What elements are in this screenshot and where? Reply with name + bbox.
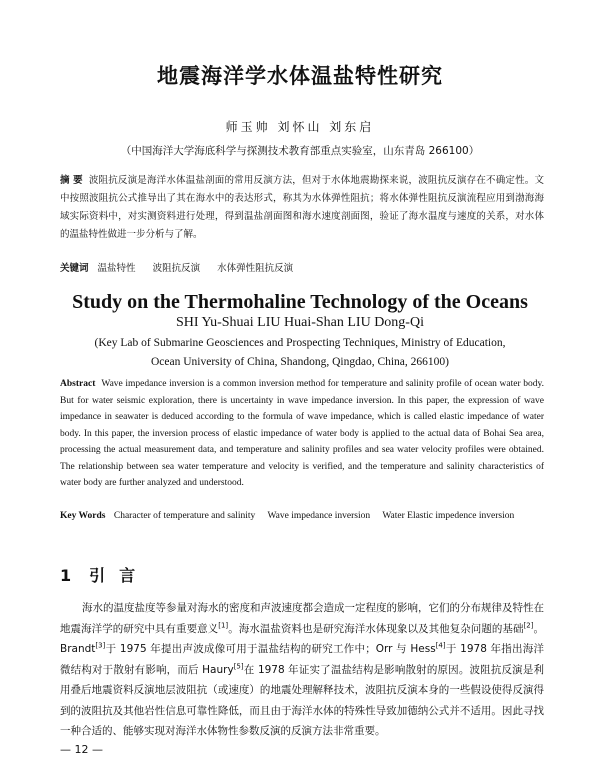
chinese-keyword: 温盐特性 [97, 263, 136, 274]
chinese-authors: 师玉帅 刘怀山 刘东启 [225, 120, 375, 134]
citation: [3] [95, 641, 106, 650]
chinese-affiliation: （中国海洋大学海底科学与探测技术教育部重点实验室，山东青岛 266100） [120, 145, 480, 157]
citation: [4] [435, 641, 446, 650]
english-affiliation-line2: Ocean University of China, Shandong, Qingdao, China, 266100) [151, 356, 449, 368]
english-keyword: Water Elastic impedence inversion [382, 511, 515, 521]
chinese-abstract [60, 172, 544, 244]
english-keywords [60, 508, 544, 524]
english-keyword: Wave impedance inversion [267, 511, 371, 521]
body-paragraph [60, 598, 544, 742]
chinese-abstract-label: 摘 要 [60, 175, 83, 186]
citation: [1] [218, 621, 229, 629]
english-abstract-text: Wave impedance inversion is a common inversion method for temperature and salinity profile of ocean water body. But for water seismic exploration, there is uncertainty in wave impedance inversion. In this paper, the expression of wave impedance in seawater is deduced according to the formula of wave impedance, which is called elastic impedance of water body. In this paper, the inversion process of elastic impedance of water body is applied to the actual data of Bohai Sea area, processing the actual measurement data, and temperature and salinity profiles and sea water velocity profiles were obtained. The relationship between sea water temperature and velocity is verified, and the temperature and salinity characteristics of water body are further analyzed and understood. [60, 379, 544, 488]
body-text-segment: 于 1978 年指出海洋微结构对于散射有影响，而后 Haury [60, 643, 544, 676]
citation: [5] [233, 662, 244, 670]
section-heading [60, 563, 135, 586]
chinese-keywords-label: 关键词 [60, 263, 89, 274]
english-abstract [60, 376, 544, 492]
english-title: Study on the Thermohaline Technology of the Oceans [72, 291, 528, 313]
body-text-segment: 海水的温度盐度等参量对海水的密度和声波速度都会造成一定程度的影响，它们的分布规律及特性在地震海洋学的研究中具有重要意义 [60, 602, 544, 635]
chinese-keywords [60, 260, 544, 274]
english-affiliation-line1: (Key Lab of Submarine Geosciences and Prospecting Techniques, Ministry of Education, [94, 337, 506, 349]
english-authors: SHI Yu-Shuai LIU Huai-Shan LIU Dong-Qi [176, 315, 424, 330]
section-title-part: 引 [89, 566, 106, 585]
english-keywords-label: Key Words [60, 511, 106, 521]
body-text-segment: 。海水温盐资料也是研究海洋水体现象以及其他复杂问题的基础 [228, 622, 524, 635]
english-keyword: Character of temperature and salinity [113, 511, 256, 521]
citation: [2] [523, 621, 534, 629]
body-text-segment: 。Brandt [60, 622, 545, 655]
section-number: 1 [60, 566, 72, 585]
english-abstract-label: Abstract [60, 379, 96, 389]
body-text-segment: 在 1978 年证实了温盐结构是影响散射的原因。波阻抗反演是利用叠后地震资料反演地层波阻抗（或速度）的地震处理解释技术，波阻抗反演本身的一些假设使得反演得到的波阻抗及其他岩性信息可靠性降低，而且由于海洋水体的特殊性导致加德纳公式并不适用。因此寻找一种合适的、能够实现对海洋水体物性参数反演的反演方法非常重要。 [60, 663, 544, 737]
chinese-title: 地震海洋学水体温盐特性研究 [157, 64, 443, 88]
chinese-keyword: 波阻抗反演 [152, 263, 201, 274]
body-text-segment: 于 1975 年提出声波成像可用于温盐结构的研究工作中；Orr 与 Hess [105, 643, 436, 655]
chinese-keyword: 水体弹性阻抗反演 [217, 263, 294, 274]
section-title-part: 言 [119, 566, 136, 585]
page-number: — 12 — [60, 743, 103, 756]
chinese-abstract-text: 波阻抗反演是海洋水体温盐剖面的常用反演方法，但对于水体地震勘探来说，波阻抗反演存在不确定性。文中按照波阻抗公式推导出了其在海水中的表达形式，称其为水体弹性阻抗；将水体弹性阻抗反演流程应用到渤海海域实际资料中，对实测资料进行处理，得到温盐剖面图和海水速度剖面图，验证了海水温度与速度的关系，对水体的温盐特性做进一步分析与了解。 [60, 175, 544, 240]
